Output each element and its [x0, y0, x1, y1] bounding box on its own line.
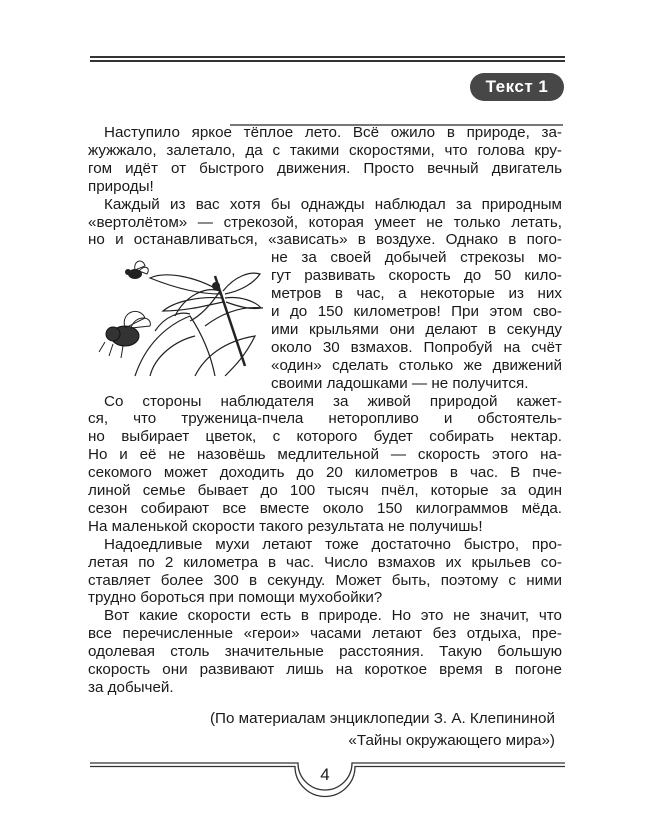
paragraph-2-line [88, 231, 562, 249]
paragraph-4-line [88, 572, 562, 590]
paragraph-2-line [271, 267, 562, 285]
text-line: гом идёт от быстрого движения. Просто вечный двигатель [88, 159, 562, 177]
text-line: На маленькой скорости такого результата не получишь! [88, 517, 483, 535]
paragraph-5-line [104, 607, 562, 625]
text-line: ся, что труженица-пчела неторопливо и обстоятель- [88, 410, 562, 428]
text-line: Но и её не назовёшь медлительной — скорость этого на- [88, 446, 562, 464]
text-line: но и останавливаться, «зависать» в воздухе. Однако в пого- [88, 231, 562, 249]
top-rule [90, 60, 565, 62]
text-line: летая по 2 километра в час. Число взмахов их крыльев со- [88, 553, 562, 571]
paragraph-2-line [271, 321, 562, 339]
paragraph-2-line [104, 196, 562, 214]
paragraph-2-line [271, 339, 562, 357]
paragraph-3-line [88, 428, 562, 446]
paragraph-2-line [88, 214, 562, 232]
paragraph-2-line [271, 375, 562, 393]
paragraph-4-line [88, 589, 562, 607]
paragraph-5-line [88, 643, 562, 661]
paragraph-1-line [88, 142, 562, 160]
text-line: сезон собирают все вместе около 150 килограммов мёда. [88, 499, 562, 517]
text-line: линой семье бывает до 100 тысяч пчёл, которые за один [88, 482, 562, 499]
paragraph-2-line [271, 285, 562, 303]
paragraph-3-line [88, 464, 562, 482]
paragraph-2-line [271, 249, 562, 267]
page-number: 4 [320, 765, 330, 784]
text-line: трудно бороться при помощи мухобойки? [88, 589, 383, 607]
paragraph-3-line [88, 446, 562, 464]
text-line: Наступило яркое тёплое лето. Всё ожило в природе, за- [104, 124, 562, 141]
text-line: и до 150 километров! При этом сво- [271, 303, 562, 320]
text-line: не за своей добычей стрекозы мо- [271, 249, 562, 267]
paragraph-3-line [88, 482, 562, 500]
text-line: природы! [88, 177, 154, 195]
source-citation-line-2: «Тайны окружающего мира») [348, 732, 555, 749]
paragraph-5-line [88, 679, 562, 697]
text-line: ставляет более 300 в секунду. Может быть, поэтому с ними [88, 571, 562, 589]
paragraph-1-line [88, 178, 562, 196]
paragraph-3-line [88, 410, 562, 428]
paragraph-5-line [88, 661, 562, 679]
text-line: ими крыльями они делают в секунду [271, 320, 562, 338]
text-line: Надоедливые мухи летают тоже достаточно быстро, про- [104, 535, 562, 553]
paragraph-3-line [88, 518, 562, 536]
text-line: около 30 взмахов. Попробуй на счёт [271, 338, 562, 356]
text-line: Каждый из вас хотя бы однажды наблюдал за природным [104, 195, 562, 213]
text-number-badge: Текст 1 [470, 73, 564, 101]
text-line: одолевая столь значительные расстояния. Такую большую [88, 643, 562, 661]
source-citation-line-1: (По материалам энциклопедии З. А. Клепининой [209, 710, 555, 727]
dragonfly-bee-illustration [95, 256, 265, 378]
text-line: «вертолётом» — стрекозой, которая умеет не только летать, [88, 213, 562, 231]
text-line: секомого может доходить до 20 километров в час. В пче- [88, 464, 562, 482]
text-line: за добычей. [88, 678, 174, 696]
text-line: Вот какие скорости есть в природе. Но это не значит, что [104, 607, 562, 625]
text-line: метров в час, а некоторые из них [271, 285, 562, 303]
text-line: жужжало, залетало, да с такими скоростями, что голова кру- [88, 141, 562, 159]
paragraph-4-line [104, 536, 562, 554]
paragraph-2-line [271, 357, 562, 375]
top-rule [90, 56, 565, 58]
paragraph-4-line [88, 554, 562, 572]
text-line: гут развивать скорость до 50 кило- [271, 267, 562, 285]
text-line: скорость они развивают лишь на короткое время в погоне [88, 661, 562, 678]
text-line: но выбирает цветок, с которого будет собирать нектар. [88, 428, 562, 446]
paragraph-2-line [271, 303, 562, 321]
paragraph-3-line [104, 393, 562, 411]
paragraph-5-line [88, 625, 562, 643]
paragraph-1-line [88, 160, 562, 178]
text-line: своими ладошками — не получится. [271, 374, 529, 392]
paragraph-3-line [88, 500, 562, 518]
text-line: все перечисленные «герои» часами летают без отдыха, пре- [88, 625, 562, 643]
text-line: Со стороны наблюдателя за живой природой кажет- [104, 392, 562, 410]
text-line: «один» сделать столько же движений [271, 356, 562, 374]
paragraph-1-line [104, 124, 562, 142]
